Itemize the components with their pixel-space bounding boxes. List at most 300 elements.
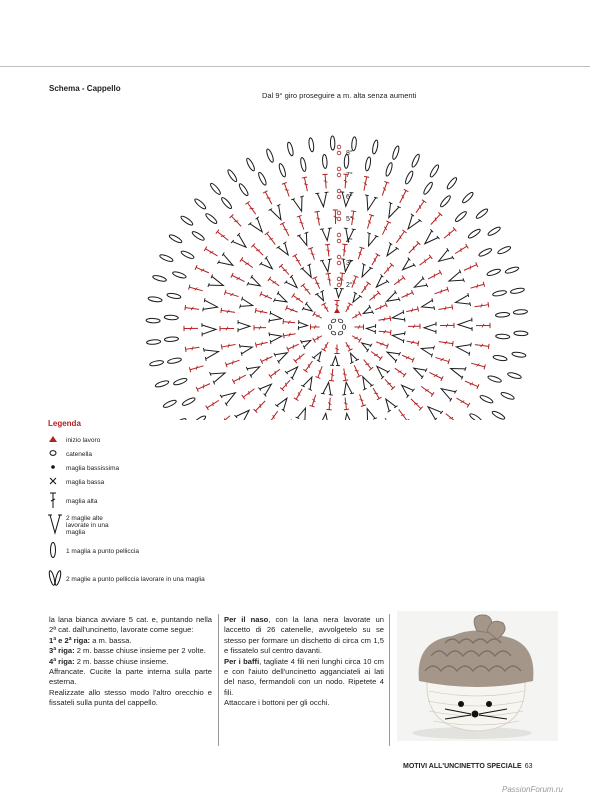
stitch-mark — [189, 363, 204, 372]
stitch-mark — [427, 270, 442, 281]
round-chain — [337, 283, 341, 287]
stitch-mark — [320, 259, 334, 273]
stitch-mark — [512, 351, 527, 357]
round-chain — [337, 255, 341, 259]
stitch-mark — [164, 336, 178, 341]
round-chain — [337, 239, 341, 243]
stitch-mark — [265, 148, 274, 163]
stitch-mark — [291, 196, 308, 213]
stitch-mark — [455, 340, 471, 355]
stitch-mark — [268, 277, 281, 288]
stitch-mark — [399, 257, 416, 274]
stitch-mark — [302, 302, 315, 315]
cross-icon — [48, 477, 64, 487]
stitch-mark — [246, 361, 262, 377]
text-column-2 — [224, 615, 384, 709]
round-label: 2° — [346, 282, 353, 289]
stitch-mark — [406, 339, 419, 346]
stitch-mark — [173, 377, 188, 386]
stitch-mark — [357, 393, 366, 406]
col1-row3: 3ª riga: 2 m. basse chiuse insieme per 2 volte. — [49, 646, 206, 656]
stitch-mark — [322, 154, 327, 168]
stitch-mark — [407, 241, 420, 255]
stitch-mark — [245, 157, 255, 171]
stitch-mark — [231, 233, 250, 252]
stitch-mark — [283, 418, 294, 420]
stitch-mark — [216, 230, 230, 243]
stitch-mark — [315, 192, 330, 207]
stitch-mark — [269, 367, 282, 378]
stitch-mark — [475, 342, 490, 349]
stitch-mark — [220, 196, 233, 209]
round-chain — [337, 233, 341, 237]
legend-label: maglia alta — [66, 497, 98, 505]
stitch-mark — [184, 326, 198, 331]
text-column-1 — [49, 615, 212, 709]
stitch-mark — [247, 275, 263, 291]
col1-row1-2: 1ª e 2ª riga: a m. bassa. — [49, 635, 132, 645]
stitch-mark — [383, 202, 401, 220]
stitch-mark — [193, 415, 207, 420]
stitch-mark — [326, 273, 333, 286]
stitch-mark — [308, 138, 314, 152]
stitch-mark — [311, 324, 320, 329]
round-chain — [337, 151, 341, 155]
stitch-mark — [329, 369, 335, 381]
legend-label: 1 maglia a punto pelliccia — [66, 547, 139, 555]
legend-label: 2 maglie a punto pelliccia lavorare in una maglia — [66, 575, 205, 583]
stitch-mark — [361, 176, 369, 191]
stitch-mark — [403, 214, 422, 233]
legend-item — [48, 513, 126, 537]
stitch-mark — [424, 402, 443, 420]
legend-label: catenella — [66, 450, 93, 458]
stitch-mark — [320, 228, 333, 241]
chain-oval-icon — [48, 449, 64, 459]
stitch-mark — [380, 221, 391, 236]
stitch-mark — [287, 342, 300, 352]
stitch-mark — [343, 341, 352, 351]
stitch-mark — [495, 312, 509, 317]
stitch-mark — [234, 405, 253, 420]
stitch-mark — [312, 349, 325, 362]
round-chain — [337, 277, 341, 281]
stitch-mark — [496, 334, 510, 339]
col1-ears: Realizzate allo stesso modo l'altro orecchio e fissateli sulla punta del cappello. — [49, 687, 212, 708]
triangle-icon — [48, 435, 64, 445]
stitch-mark — [163, 399, 178, 409]
stitch-mark — [167, 292, 182, 299]
stitch-mark — [260, 292, 273, 302]
stitch-mark — [279, 264, 291, 276]
stitch-mark — [394, 230, 406, 244]
stitch-mark — [341, 413, 354, 420]
stitch-mark — [343, 303, 352, 313]
stitch-mark — [448, 362, 466, 379]
stitch-mark — [180, 215, 194, 227]
stitch-mark — [298, 320, 307, 330]
stitch-mark — [361, 305, 374, 318]
stitch-mark — [225, 358, 240, 367]
center-chain — [328, 325, 331, 330]
stitch-mark — [408, 324, 420, 329]
stitch-mark — [308, 247, 317, 260]
legend-item — [48, 463, 119, 473]
stitch-mark — [429, 164, 440, 178]
stitch-mark — [362, 407, 377, 420]
stitch-mark — [359, 282, 370, 295]
col2-whiskers: Per i baffi, tagliate 4 fili neri lunghi circa 10 cm e con l'aiuto dell'uncinetto agganciateli ai lati del naso, fermandoli con un nodo. Ripetete 4 fili. — [224, 656, 384, 697]
stitch-mark — [330, 136, 335, 150]
stitch-mark — [428, 370, 443, 381]
stitch-mark — [351, 333, 361, 342]
stitch-mark — [378, 316, 391, 323]
stitch-mark — [254, 325, 266, 330]
round-label: 7° — [346, 172, 353, 179]
stitch-mark — [341, 368, 348, 381]
round-label: 4° — [346, 238, 353, 245]
legend-item — [48, 477, 104, 487]
stitch-mark — [292, 293, 305, 304]
stitch-mark — [458, 318, 472, 332]
stitch-mark — [189, 285, 204, 294]
stitch-mark — [497, 245, 512, 255]
stitch-mark — [469, 412, 483, 420]
legend-label: inizio lavoro — [66, 436, 101, 444]
stitch-mark — [269, 330, 283, 344]
stitch-mark — [418, 255, 432, 268]
stitch-mark — [351, 311, 361, 320]
stitch-mark — [463, 262, 478, 272]
stitch-mark — [379, 329, 391, 335]
stitch-mark — [239, 341, 253, 355]
center-chain — [331, 318, 337, 323]
stitch-mark — [321, 381, 335, 395]
stitch-mark — [255, 308, 268, 315]
stitch-mark — [470, 282, 485, 291]
stitch-mark — [435, 355, 450, 364]
stitch-mark — [269, 204, 287, 223]
stitch-mark — [487, 226, 501, 237]
stitch-mark — [280, 378, 292, 390]
stitch-mark — [185, 305, 200, 312]
stitch-mark — [202, 323, 216, 337]
v-tall-icon — [48, 513, 64, 537]
stitch-mark — [434, 287, 449, 296]
stitch-mark — [260, 354, 273, 364]
stitch-mark — [209, 182, 222, 195]
stitch-mark — [341, 244, 347, 256]
stitch-mark — [269, 311, 283, 325]
stitch-mark — [146, 339, 160, 345]
stitch-mark — [487, 375, 502, 384]
stitch-mark — [168, 233, 182, 244]
stitch-mark — [206, 398, 221, 410]
stitch-mark — [478, 247, 492, 257]
stitch-mark — [475, 208, 489, 220]
stitch-mark — [438, 305, 453, 313]
legend-item — [48, 435, 100, 445]
stitch-mark — [251, 244, 265, 257]
stitch-mark — [301, 374, 317, 390]
stitch-mark — [303, 360, 314, 373]
stitch-mark — [283, 319, 295, 325]
stitch-mark — [513, 309, 527, 315]
schema-note: Dal 9° giro proseguire a m. alta senza aumenti — [262, 91, 417, 100]
stitch-mark — [381, 396, 398, 413]
stitch-mark — [315, 365, 324, 378]
stitch-mark — [340, 381, 354, 395]
stitch-mark — [454, 244, 469, 256]
dot-icon — [48, 463, 64, 473]
stitch-mark — [297, 232, 312, 247]
stitch-mark — [210, 367, 228, 385]
stitch-mark — [217, 252, 236, 271]
stitch-mark — [238, 183, 250, 197]
col1-row4: 4ª riga: 2 m. basse chiuse insieme. — [49, 656, 169, 666]
stitch-mark — [294, 388, 304, 401]
stitch-mark — [334, 345, 339, 354]
tall-stitch-icon — [48, 491, 64, 511]
stitch-mark — [455, 396, 470, 408]
stitch-mark — [420, 384, 434, 396]
stitch-mark — [257, 171, 267, 185]
stitch-mark — [286, 142, 294, 157]
round-chain — [337, 261, 341, 265]
stitch-mark — [440, 323, 454, 328]
top-rule — [0, 66, 590, 67]
stitch-mark — [274, 291, 290, 307]
stitch-mark — [282, 182, 292, 197]
stitch-mark — [296, 406, 312, 420]
stitch-mark — [313, 333, 323, 342]
round-chain — [337, 211, 341, 215]
round-chain — [337, 173, 341, 177]
stitch-mark — [146, 318, 160, 323]
stitch-mark — [208, 274, 226, 291]
stitch-mark — [221, 342, 236, 350]
stitch-mark — [454, 293, 470, 309]
col2-nose: Per il naso, con la lana nera lavorate un laccetto di 26 catenelle, avvolgetelo su se stesso per formare un dischetto di circa cm 1,5 e fissatelo sul centro davanti. — [224, 615, 384, 656]
legend-label: 2 maglie alte lavorate in una maglia — [66, 514, 109, 536]
stitch-mark — [232, 373, 247, 384]
legend-title: Legenda — [48, 419, 81, 428]
stitch-mark — [322, 174, 328, 188]
stitch-mark — [221, 308, 236, 315]
round-label: 6° — [346, 194, 353, 201]
stitch-mark — [362, 358, 374, 371]
stitch-mark — [414, 200, 426, 214]
stitch-mark — [476, 323, 490, 328]
stitch-mark — [196, 381, 211, 391]
stitch-mark — [435, 248, 454, 267]
double-loop-icon — [48, 569, 64, 589]
round-chain — [337, 195, 341, 199]
stitch-mark — [401, 353, 414, 363]
stitch-mark — [372, 140, 379, 155]
stitch-mark — [155, 380, 170, 389]
stitch-mark — [356, 247, 365, 260]
stitch-mark — [333, 288, 343, 297]
stitch-mark — [238, 320, 250, 332]
stitch-mark — [283, 331, 296, 338]
stitch-mark — [365, 157, 372, 172]
stitch-mark — [371, 387, 382, 400]
legend-item — [48, 449, 92, 459]
stitch-mark — [220, 326, 234, 331]
magazine-name: MOTIVI ALL'UNCINETTO SPECIALE — [403, 763, 522, 770]
stitch-mark — [343, 397, 350, 410]
stitch-mark — [397, 408, 410, 420]
stitch-mark — [205, 212, 218, 224]
stitch-mark — [275, 395, 292, 412]
stitch-mark — [180, 250, 195, 260]
stitch-mark — [392, 275, 405, 286]
stitch-mark — [391, 310, 405, 324]
stitch-mark — [355, 324, 364, 329]
stitch-mark — [366, 323, 375, 333]
stitch-mark — [242, 387, 256, 400]
stitch-mark — [370, 253, 380, 266]
stitch-mark — [442, 227, 456, 240]
stitch-mark — [438, 383, 457, 402]
stitch-mark — [391, 329, 405, 343]
stitch-mark — [370, 349, 383, 360]
stitch-mark — [368, 291, 381, 303]
stitch-mark — [313, 311, 323, 320]
stitch-mark — [383, 417, 394, 420]
stitch-mark — [392, 145, 401, 160]
stitch-mark — [164, 315, 178, 320]
stitch-mark — [149, 360, 164, 367]
round-label: 3° — [346, 260, 353, 267]
stitch-mark — [510, 287, 525, 294]
stitch-mark — [492, 290, 507, 297]
legend-label: maglia bassissima — [66, 464, 120, 472]
center-chain — [338, 318, 344, 323]
stitch-mark — [195, 265, 210, 275]
stitch-mark — [446, 270, 464, 288]
stitch-mark — [385, 162, 394, 177]
schema-title: Schema - Cappello — [49, 84, 121, 93]
stitch-mark — [294, 352, 307, 364]
crochet-chart — [0, 90, 590, 420]
stitch-mark — [382, 263, 394, 275]
stitch-mark — [300, 336, 313, 349]
stitch-mark — [474, 302, 489, 309]
round-chain — [337, 217, 341, 221]
stitch-mark — [420, 229, 439, 248]
stitch-mark — [491, 410, 505, 420]
stitch-mark — [393, 366, 406, 377]
stitch-mark — [191, 230, 205, 241]
stitch-mark — [204, 247, 219, 259]
stitch-mark — [315, 211, 323, 226]
stitch-mark — [265, 232, 278, 246]
stitch-mark — [224, 290, 239, 299]
stitch-mark — [286, 305, 299, 314]
stitch-mark — [439, 339, 454, 346]
legend-item — [48, 491, 97, 511]
stitch-mark — [245, 201, 257, 215]
stitch-mark — [194, 198, 207, 211]
stitch-mark — [346, 351, 359, 364]
stitch-mark — [420, 343, 435, 358]
stitch-mark — [372, 274, 389, 291]
stitch-mark — [493, 355, 508, 362]
stitch-mark — [446, 176, 458, 190]
stitch-mark — [203, 345, 219, 361]
stitch-mark — [267, 410, 279, 420]
center-chain — [331, 330, 337, 335]
stitch-mark — [159, 253, 174, 262]
stitch-mark — [383, 378, 395, 390]
stitch-mark — [375, 339, 388, 348]
stitch-mark — [467, 228, 481, 240]
stitch-mark — [454, 210, 467, 223]
start-triangle — [334, 308, 340, 313]
stitch-mark — [407, 418, 426, 420]
stitch-mark — [351, 137, 357, 151]
page-number: 63 — [524, 763, 533, 770]
stitch-mark — [185, 345, 200, 352]
stitch-mark — [424, 322, 436, 334]
hat-photo — [397, 611, 558, 741]
stitch-mark — [464, 379, 479, 389]
stitch-mark — [226, 169, 238, 183]
round-label: 8° — [346, 150, 353, 157]
stitch-mark — [321, 303, 330, 313]
col2-eyes: Attaccare i bottoni per gli occhi. — [224, 698, 330, 708]
stitch-mark — [172, 271, 187, 280]
stitch-mark — [404, 170, 414, 185]
stitch-mark — [259, 256, 276, 273]
stitch-mark — [439, 195, 451, 208]
stitch-mark — [507, 372, 522, 380]
round-label: 5° — [346, 216, 353, 223]
stitch-mark — [397, 189, 408, 204]
stitch-mark — [422, 181, 433, 195]
column-divider — [218, 614, 219, 746]
stitch-mark — [330, 356, 340, 365]
col1-finish: Affrancate. Cucite la parte interna sulla parte esterna. — [49, 667, 212, 687]
stitch-mark — [152, 274, 167, 282]
stitch-mark — [514, 331, 528, 336]
stitch-mark — [167, 357, 182, 364]
stitch-mark — [374, 302, 387, 312]
stitch-mark — [321, 341, 330, 351]
legend — [48, 419, 205, 583]
legend-item — [48, 541, 139, 561]
column-divider-2 — [389, 614, 390, 746]
stitch-mark — [373, 362, 390, 379]
stitch-mark — [461, 191, 474, 204]
stitch-mark — [315, 290, 328, 303]
stitch-mark — [293, 254, 304, 267]
stitch-mark — [230, 214, 243, 228]
stitch-mark — [231, 273, 246, 284]
stitch-mark — [297, 215, 306, 230]
stitch-mark — [254, 399, 267, 413]
stitch-mark — [409, 397, 423, 410]
stitch-mark — [218, 414, 232, 420]
stitch-mark — [429, 212, 442, 226]
stitch-mark — [486, 268, 501, 277]
stitch-mark — [312, 277, 322, 290]
stitch-mark — [276, 242, 293, 259]
stitch-mark — [220, 387, 239, 406]
stitch-mark — [363, 233, 379, 249]
